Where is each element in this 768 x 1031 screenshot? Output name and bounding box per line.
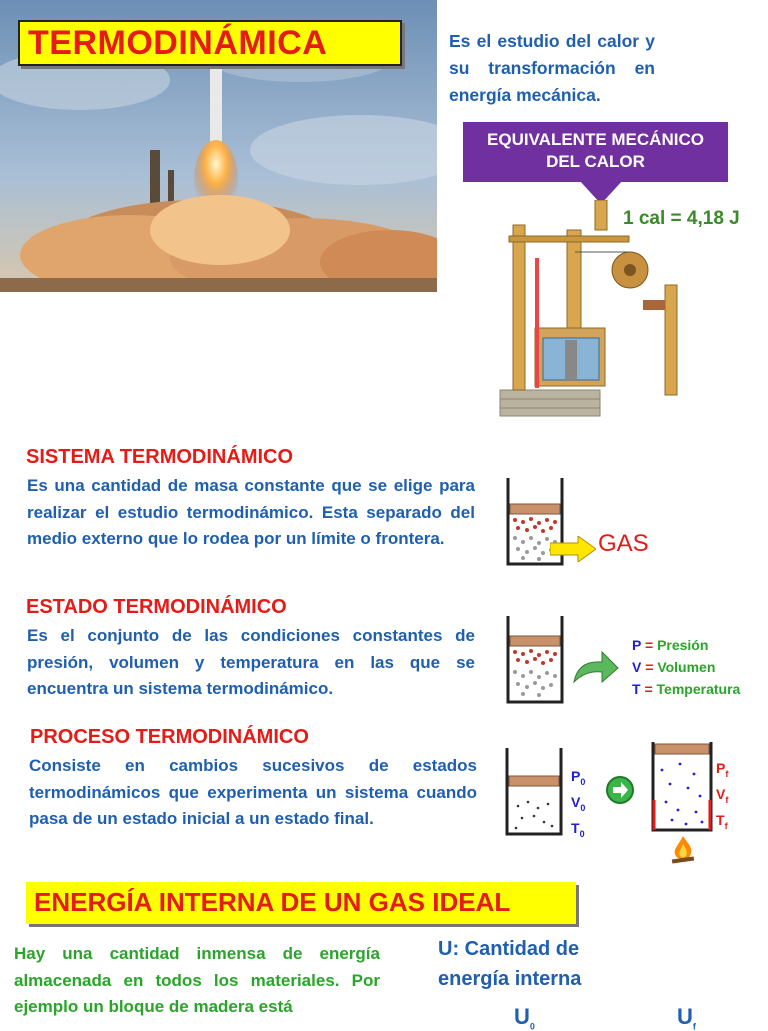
fire-icon	[668, 834, 698, 869]
section-body-proceso: Consiste en cambios sucesivos de estados termodinámicos que experimenta un sistema cuando pasa de un estado inicial a un estado final.	[29, 756, 477, 828]
section-title-estado: ESTADO TERMODINÁMICO	[26, 596, 287, 618]
section-body-sistema: Es una cantidad de masa constante que se elige para realizar el estudio termodinámico. Esta separado del medio externo que lo rodea por un límite o frontera.	[27, 476, 475, 548]
main-title: TERMODINÁMICA	[28, 24, 328, 62]
internal-energy-body: Hay una cantidad inmensa de energía almacenada en todos los materiales. Por ejemplo un bloque de madera está	[14, 944, 380, 1016]
banner-line-1: EQUIVALENTE MECÁNICO	[487, 130, 704, 149]
curved-arrow-icon	[572, 650, 620, 691]
label-t0: $T_0$	[571, 819, 585, 839]
calorie-equivalence: 1 cal = 4,18 J	[623, 208, 740, 229]
u-final-label: $U_f$	[677, 1004, 696, 1031]
internal-energy-title: ENERGÍA INTERNA DE UN GAS IDEAL	[34, 887, 511, 917]
mechanical-equivalent-banner	[463, 122, 728, 182]
u-definition-line2: energía interna	[438, 968, 582, 990]
intro-text: Es el estudio del calor y su transformación en energía mecánica.	[449, 31, 655, 105]
legend-pressure: P = Presión	[632, 637, 709, 653]
label-v0: $V_0$	[571, 793, 586, 813]
u-initial-label: $U_0$	[514, 1004, 535, 1031]
label-pf: $P_f$	[716, 760, 729, 779]
main-title-banner	[18, 20, 402, 66]
state-legend	[632, 634, 740, 700]
state-container-image	[505, 614, 567, 704]
initial-state-labels	[571, 766, 585, 843]
label-tf: $T_f$	[716, 811, 728, 831]
section-title-proceso: PROCESO TERMODINÁMICO	[30, 726, 309, 748]
joule-apparatus-image	[495, 200, 685, 420]
final-state-labels	[716, 758, 728, 835]
internal-energy-banner	[26, 882, 576, 924]
legend-volume: V = Volumen	[632, 659, 716, 675]
banner-line-2: DEL CALOR	[546, 152, 645, 171]
section-title-sistema: SISTEMA TERMODINÁMICO	[26, 446, 294, 468]
final-state-container-image	[650, 740, 716, 832]
legend-temperature: T = Temperatura	[632, 681, 741, 697]
section-body-estado: Es el conjunto de las condiciones constantes de presión, volumen y temperatura en las que se encuentra un sistema termodinámico.	[27, 626, 475, 698]
right-arrow-icon	[550, 536, 596, 567]
green-arrow-circle-icon	[605, 775, 635, 810]
gas-label: GAS	[598, 530, 649, 557]
label-p0: $P_0$	[571, 768, 586, 787]
u-definition	[438, 934, 581, 994]
u-definition-line1: U: Cantidad de	[438, 938, 580, 960]
label-vf: $V_f$	[716, 785, 729, 805]
initial-state-container-image	[504, 746, 566, 836]
